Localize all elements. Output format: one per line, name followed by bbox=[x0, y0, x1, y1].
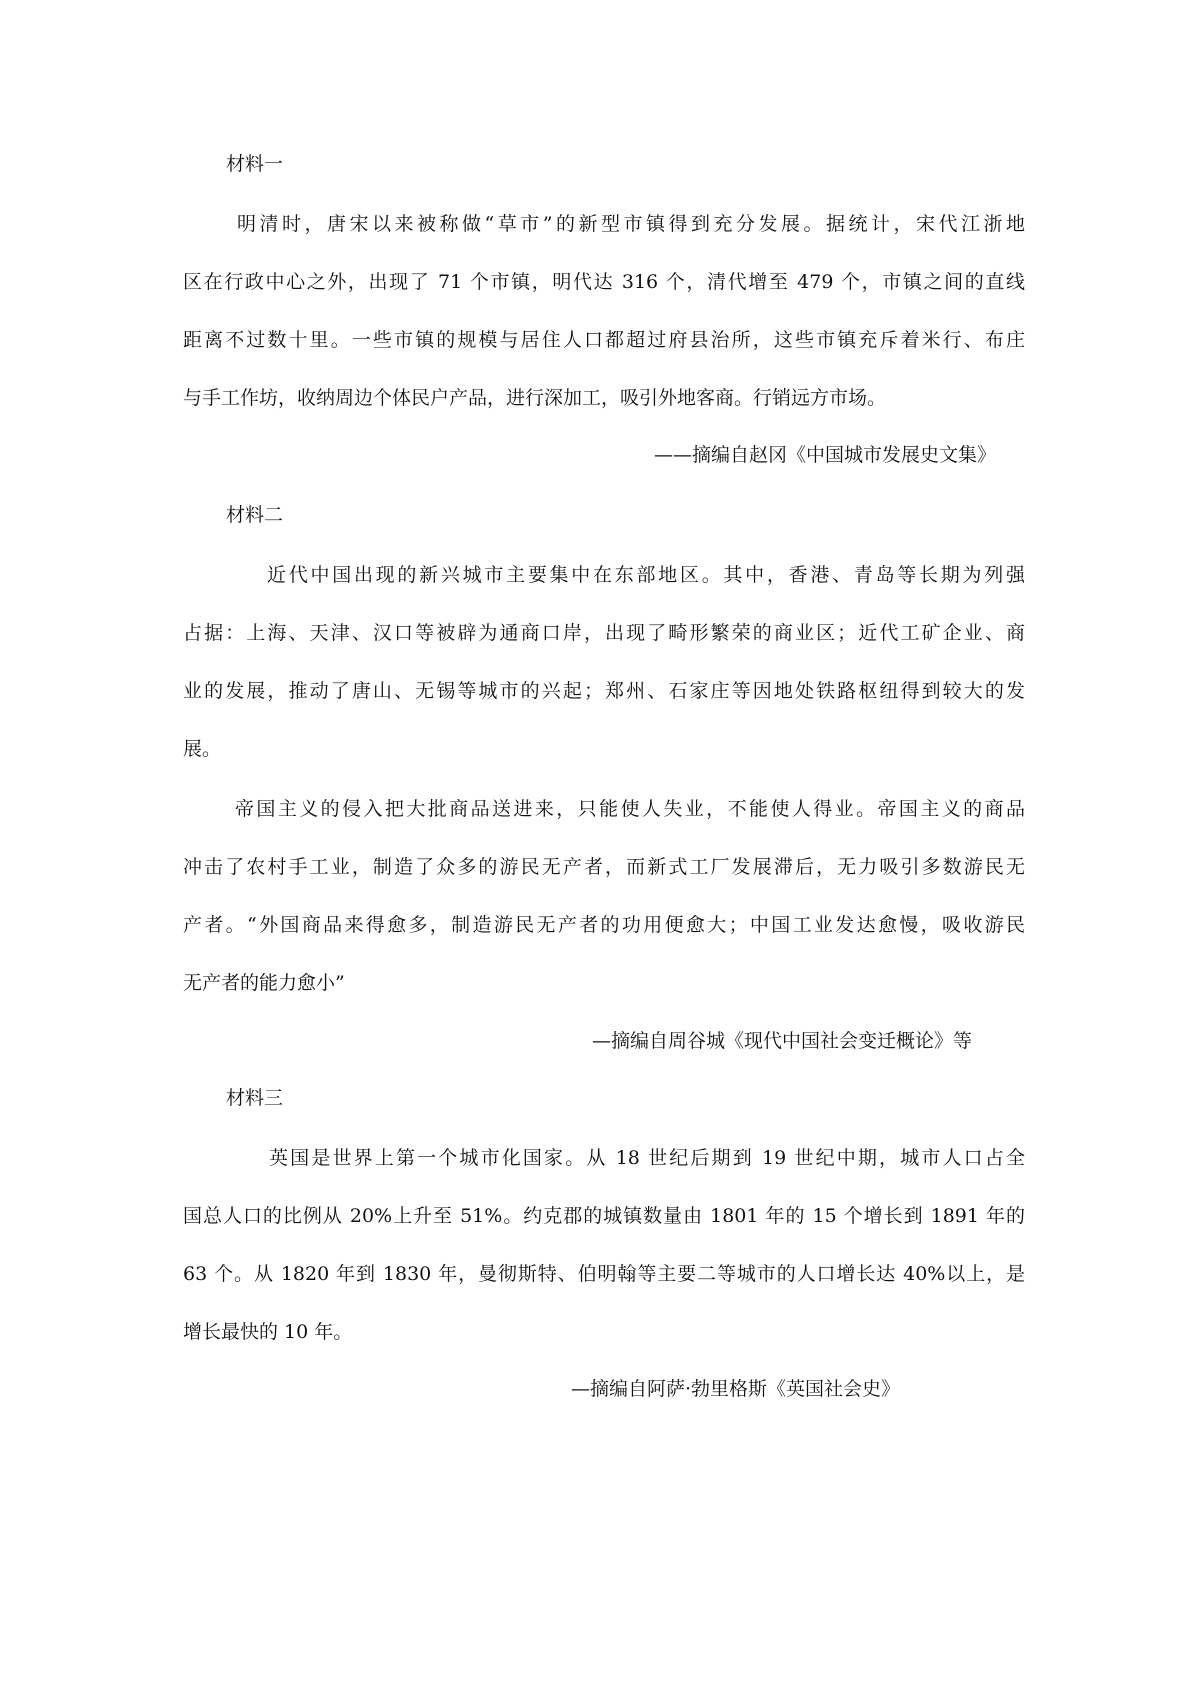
material-2-source: —摘编自周谷城《现代中国社会变迁概论》等 bbox=[592, 1030, 973, 1052]
material-3-source: —摘编自阿萨·勃里格斯《英国社会史》 bbox=[571, 1378, 901, 1400]
material-2-para-2-line-2: 冲击了农村手工业，制造了众多的游民无产者，而新式工厂发展滞后，无力吸引多数游民无 bbox=[183, 856, 1025, 878]
material-2-para-1-line-2: 占据：上海、天津、汉口等被辟为通商口岸，出现了畸形繁荣的商业区；近代工矿企业、商 bbox=[183, 622, 1025, 644]
material-3-line-3: 63 个。从 1820 年到 1830 年，曼彻斯特、伯明翰等主要二等城市的人口增长达 40%以上，是 bbox=[183, 1263, 1025, 1285]
material-1-line-1: 明清时，唐宋以来被称做“草市”的新型市镇得到充分发展。据统计，宋代江浙地 bbox=[237, 213, 1025, 235]
material-3-heading: 材料三 bbox=[226, 1087, 284, 1109]
material-2-para-2-line-3: 产者。“外国商品来得愈多，制造游民无产者的功用便愈大；中国工业发达愈慢，吸收游民 bbox=[183, 914, 1025, 936]
material-1-line-4: 与手工作坊，收纳周边个体民户产品，进行深加工，吸引外地客商。行销远方市场。 bbox=[183, 387, 887, 409]
material-1-line-3: 距离不过数十里。一些市镇的规模与居住人口都超过府县治所，这些市镇充斥着米行、布庄 bbox=[183, 329, 1025, 351]
material-2-para-1-line-3: 业的发展，推动了唐山、无锡等城市的兴起；郑州、石家庄等因地处铁路枢纽得到较大的发 bbox=[183, 680, 1025, 702]
material-3-line-4: 增长最快的 10 年。 bbox=[183, 1321, 353, 1343]
material-2-para-1-line-4: 展。 bbox=[183, 738, 222, 760]
material-3-line-2: 国总人口的比例从 20%上升至 51%。约克郡的城镇数量由 1801 年的 15 个增长到 1891 年的 bbox=[183, 1205, 1025, 1227]
material-2-heading: 材料二 bbox=[226, 504, 284, 526]
material-2-para-2-line-1: 帝国主义的侵入把大批商品送进来，只能使人失业，不能使人得业。帝国主义的商品 bbox=[235, 798, 1025, 820]
material-2-para-1-line-1: 近代中国出现的新兴城市主要集中在东部地区。其中，香港、青岛等长期为列强 bbox=[267, 564, 1025, 586]
material-1-line-2: 区在行政中心之外，出现了 71 个市镇，明代达 316 个，清代增至 479 个，市镇之间的直线 bbox=[183, 271, 1025, 293]
material-2-para-2-line-4: 无产者的能力愈小” bbox=[183, 972, 345, 994]
material-1-heading: 材料一 bbox=[226, 153, 284, 175]
material-3-line-1: 英国是世界上第一个城市化国家。从 18 世纪后期到 19 世纪中期，城市人口占全 bbox=[269, 1147, 1025, 1169]
material-1-source: ——摘编自赵冈《中国城市发展史文集》 bbox=[654, 444, 997, 466]
